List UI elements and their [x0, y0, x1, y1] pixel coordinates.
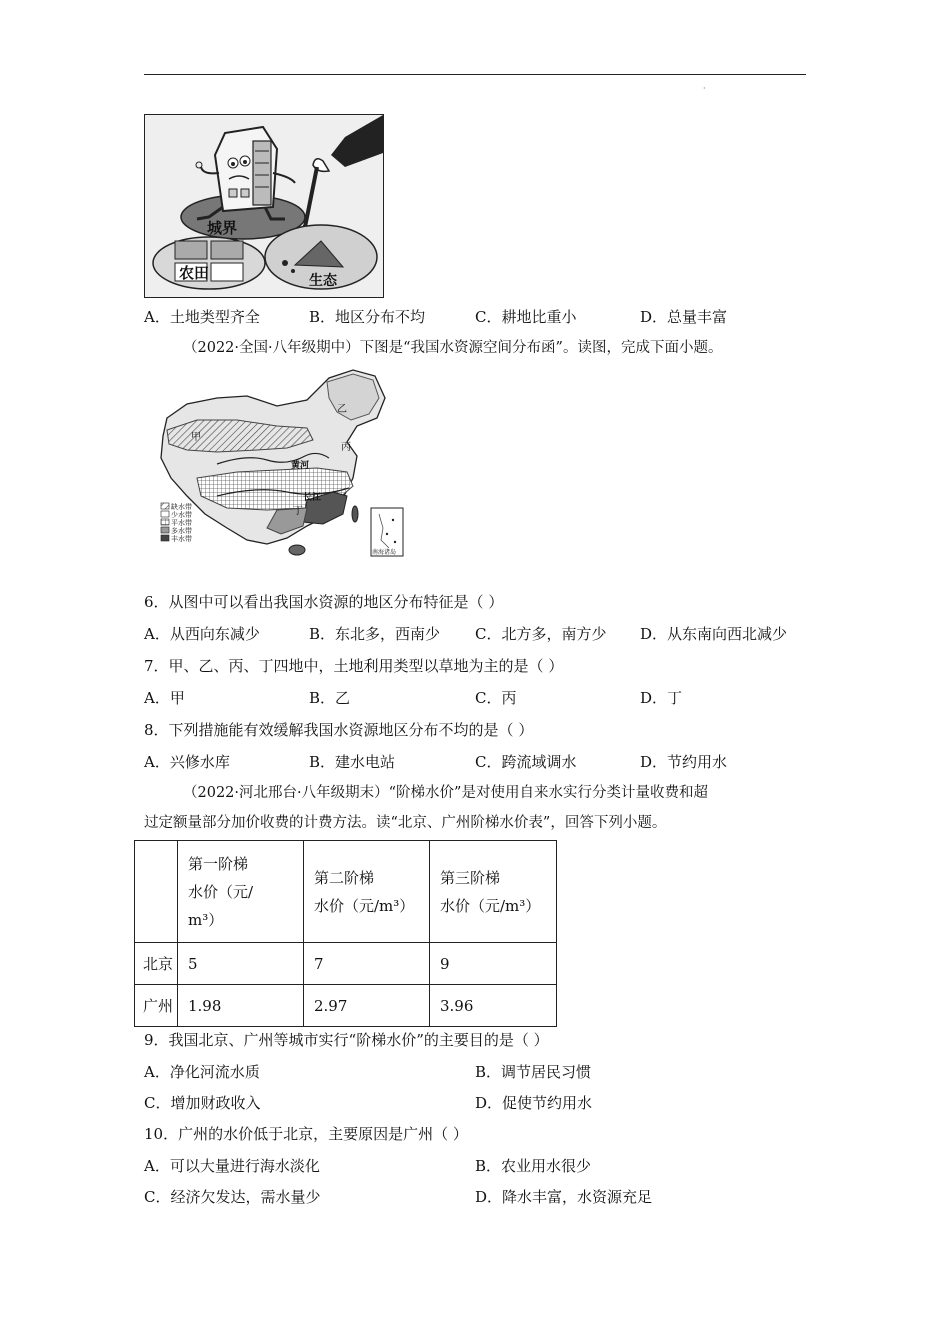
farm-label: 农田: [179, 264, 210, 282]
map-label-huanghe: 黄河: [291, 461, 310, 471]
q10-option-c[interactable]: C．经济欠发达，需水量少: [144, 1188, 321, 1206]
map-label-jia: 甲: [191, 432, 201, 443]
q9-stem: 9．我国北京、广州等城市实行“阶梯水价”的主要目的是（ ）: [144, 1031, 549, 1049]
q10-option-a[interactable]: A．可以大量进行海水淡化: [144, 1157, 320, 1175]
table-header: 第三阶梯 水价（元/m³）: [430, 841, 557, 943]
q9-option-a[interactable]: A．净化河流水质: [144, 1063, 260, 1081]
table-cell: 1.98: [178, 985, 304, 1027]
table-cell: 5: [178, 943, 304, 985]
cartoon-illustration: [145, 115, 383, 297]
q9-option-d[interactable]: D．促使节约用水: [475, 1094, 593, 1112]
intro-2-line-2: 过定额量部分加价收费的计费方法。读“北京、广州阶梯水价表”，回答下列小题。: [144, 815, 667, 831]
q6-stem: 6．从图中可以看出我国水资源的地区分布特征是（ ）: [144, 593, 504, 611]
map-legend: [161, 502, 192, 543]
q6-option-b[interactable]: B．东北多，西南少: [309, 625, 441, 643]
inset-label: 南海诸岛: [372, 549, 397, 556]
map-label-ding: 丁: [293, 506, 303, 517]
q7-stem: 7．甲、乙、丙、丁四地中，土地利用类型以草地为主的是（ ）: [144, 657, 564, 675]
city-label: 城界: [207, 219, 238, 237]
eco-label: 生态: [309, 273, 337, 289]
q6-option-c[interactable]: C．北方多，南方少: [475, 625, 607, 643]
china-map: [157, 368, 407, 562]
legend-item: 多水带: [171, 527, 192, 535]
table-cell: 北京: [135, 943, 178, 985]
q7-option-a[interactable]: A．甲: [144, 689, 185, 707]
q5-option-a[interactable]: A．土地类型齐全: [144, 308, 260, 326]
intro-1: （2022·全国·八年级期中）下图是“我国水资源空间分布函”。读图，完成下面小题。: [183, 340, 723, 356]
q8-option-b[interactable]: B．建水电站: [309, 753, 396, 771]
q10-option-b[interactable]: B．农业用水很少: [475, 1157, 592, 1175]
legend-item: 丰水带: [171, 535, 192, 543]
q6-option-a[interactable]: A．从西向东减少: [144, 625, 260, 643]
q10-stem: 10．广州的水价低于北京，主要原因是广州（ ）: [144, 1125, 468, 1143]
q8-option-c[interactable]: C．跨流域调水: [475, 753, 577, 771]
q6-option-d[interactable]: D．从东南向西北减少: [640, 625, 788, 643]
q8-option-a[interactable]: A．兴修水库: [144, 753, 230, 771]
q8-stem: 8．下列措施能有效缓解我国水资源地区分布不均的是（ ）: [144, 721, 534, 739]
table-cell: 7: [304, 943, 430, 985]
table-cell: 3.96: [430, 985, 557, 1027]
map-inset: [371, 508, 403, 556]
map-label-changjiang: 长江: [303, 493, 322, 503]
q10-option-d[interactable]: D．降水丰富，水资源充足: [475, 1188, 653, 1206]
q9-option-b[interactable]: B．调节居民习惯: [475, 1063, 592, 1081]
q9-option-c[interactable]: C．增加财政收入: [144, 1094, 261, 1112]
table-cell: 9: [430, 943, 557, 985]
intro-2-line-1: （2022·河北邢台·八年级期末）“阶梯水价”是对使用自来水实行分类计量收费和超: [183, 785, 708, 801]
cartoon-figure: [144, 114, 384, 298]
table-row: [135, 985, 557, 1027]
table-cell: 2.97: [304, 985, 430, 1027]
q8-option-d[interactable]: D．节约用水: [640, 753, 728, 771]
q5-option-d[interactable]: D．总量丰富: [640, 308, 728, 326]
table-corner: [135, 841, 178, 943]
table-row: [135, 943, 557, 985]
water-resource-map: [157, 368, 407, 562]
map-label-bing: 丙: [341, 442, 351, 453]
legend-item: 平水带: [171, 519, 192, 527]
header-dot: ·: [703, 84, 706, 93]
q7-option-c[interactable]: C．丙: [475, 689, 517, 707]
table-header: 第一阶梯 水价（元/ m³）: [178, 841, 304, 943]
header-rule: [144, 74, 806, 75]
legend-item: 缺水带: [171, 503, 192, 511]
q5-option-b[interactable]: B．地区分布不均: [309, 308, 426, 326]
q7-option-b[interactable]: B．乙: [309, 689, 351, 707]
q7-option-d[interactable]: D．丁: [640, 689, 683, 707]
table-header: 第二阶梯 水价（元/m³）: [304, 841, 430, 943]
q5-option-c[interactable]: C．耕地比重小: [475, 308, 577, 326]
water-price-table: [134, 840, 557, 1027]
legend-item: 少水带: [171, 511, 192, 519]
table-cell: 广州: [135, 985, 178, 1027]
map-label-yi: 乙: [337, 404, 347, 415]
